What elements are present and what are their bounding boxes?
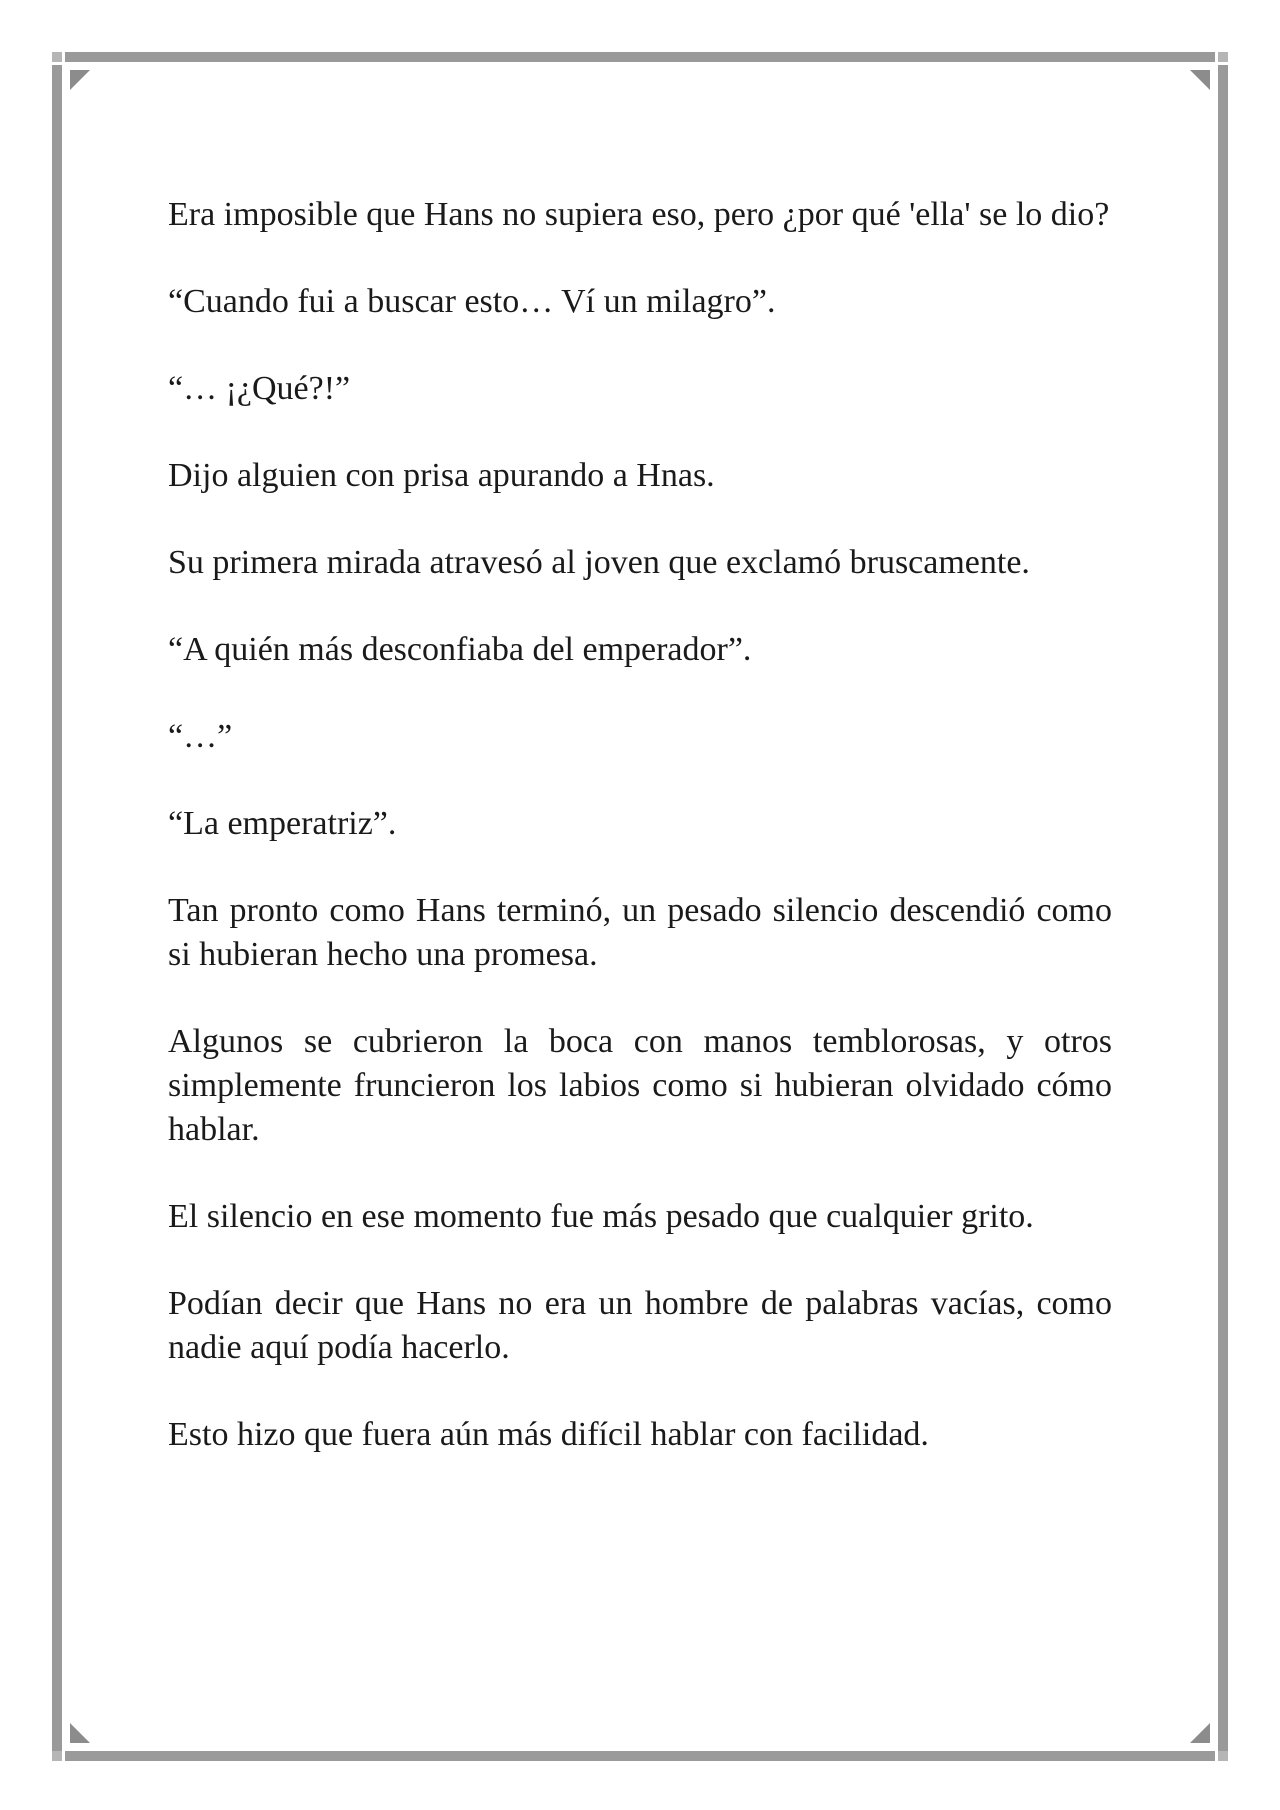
paragraph: “… ¡¿Qué?!”: [168, 370, 351, 407]
frame-top-border: [65, 52, 1215, 62]
frame-bottom-border: [65, 1751, 1215, 1761]
paragraph: Tan pronto como Hans terminó, un pesado silencio descendió como si hubieran hecho una promesa.: [168, 892, 1112, 973]
corner-ornament-bl: [52, 1751, 62, 1761]
paragraph: “…”: [168, 718, 233, 755]
paragraph: “Cuando fui a buscar esto… Ví un milagro”.: [168, 283, 776, 320]
paragraph: Podían decir que Hans no era un hombre de palabras vacías, como nadie aquí podía hacerlo.: [168, 1285, 1112, 1366]
paragraph: “A quién más desconfiaba del emperador”.: [168, 631, 752, 668]
corner-triangle-tl: [70, 70, 90, 90]
paragraph: El silencio en ese momento fue más pesado que cualquier grito.: [168, 1198, 1034, 1235]
corner-ornament-br: [1218, 1751, 1228, 1761]
paragraph: Esto hizo que fuera aún más difícil hablar con facilidad.: [168, 1416, 929, 1453]
frame-left-border: [52, 65, 62, 1751]
corner-triangle-tr: [1190, 70, 1210, 90]
paragraph: Dijo alguien con prisa apurando a Hnas.: [168, 457, 715, 494]
corner-triangle-br: [1190, 1723, 1210, 1743]
paragraph: Era imposible que Hans no supiera eso, pero ¿por qué 'ella' se lo dio?: [168, 196, 1110, 233]
document-body: [168, 193, 1112, 1500]
paragraph: “La emperatriz”.: [168, 805, 397, 842]
frame-right-border: [1218, 65, 1228, 1751]
paragraph: Algunos se cubrieron la boca con manos temblorosas, y otros simplemente fruncieron los labios como si hubieran olvidado cómo hablar.: [168, 1023, 1112, 1148]
paragraph: Su primera mirada atravesó al joven que exclamó bruscamente.: [168, 544, 1030, 581]
corner-triangle-bl: [70, 1723, 90, 1743]
corner-ornament-tr: [1218, 52, 1228, 62]
corner-ornament-tl: [52, 52, 62, 62]
